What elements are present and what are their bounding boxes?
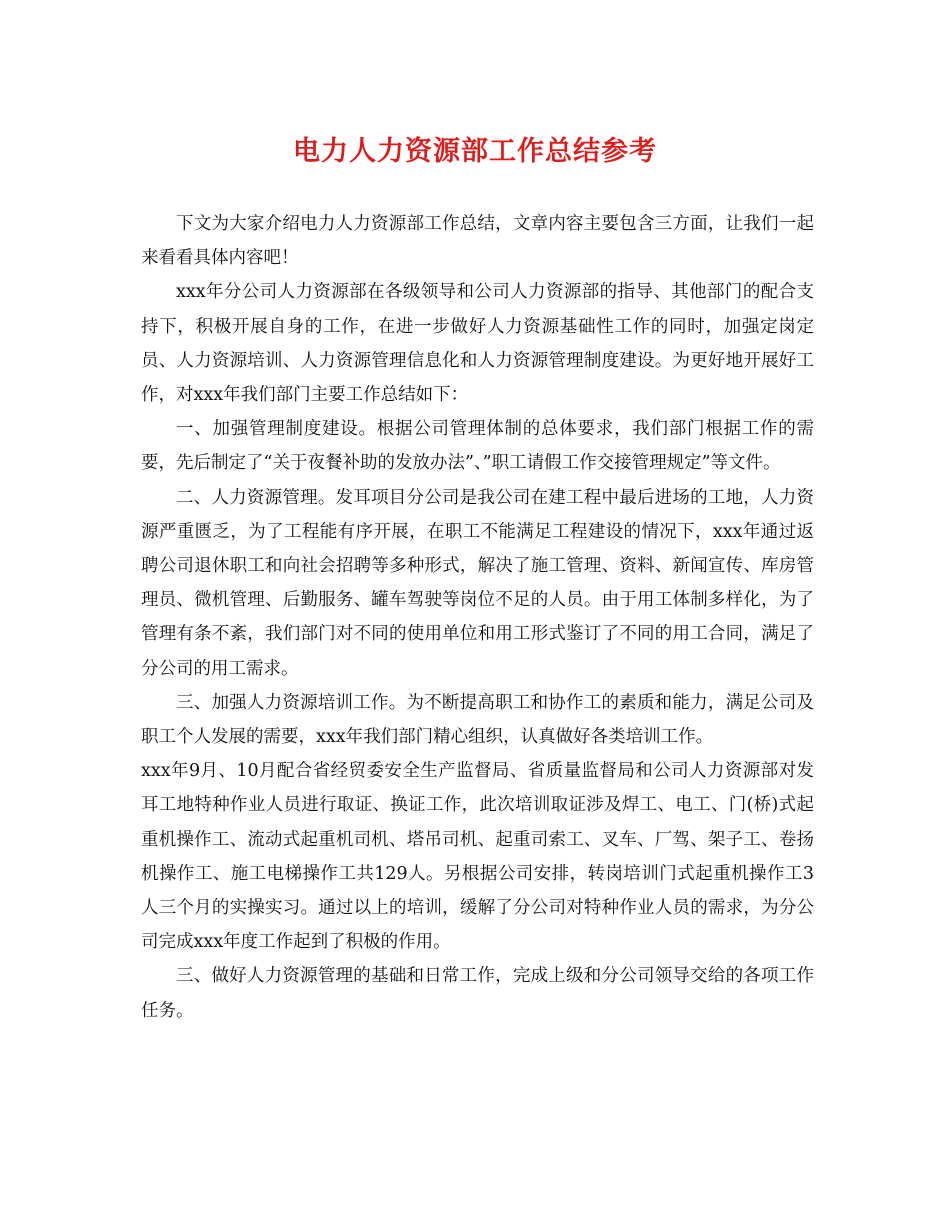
paragraph-overview: xxx年分公司人力资源部在各级领导和公司人力资源部的指导、其他部门的配合支持下，积极开展自身的工作，在进一步做好人力资源基础性工作的同时，加强定岗定员、人力资源培训、人力资源管理信息化和人力资源管理制度建设。为更好地开展好工作，对xxx年我们部门主要工作总结如下： [141,282,814,406]
paragraph-section-4: 三、做好人力资源管理的基础和日常工作，完成上级和分公司领导交给的各项工作任务。 [141,966,814,1021]
paragraph-section-3: 三、加强人力资源培训工作。为不断提高职工和协作工的素质和能力，满足公司及职工个人发展的需要，xxx年我们部门精心组织，认真做好各类培训工作。 [141,692,814,748]
document-title: 电力人力资源部工作总结参考 [293,136,657,167]
paragraph-section-1: 一、加强管理制度建设。根据公司管理体制的总体要求，我们部门根据工作的需要，先后制定了“关于夜餐补助的发放办法”、”职工请假工作交接管理规定”等文件。 [141,419,814,474]
paragraph-section-2: 二、人力资源管理。发耳项目分公司是我公司在建工程中最后进场的工地，人力资源严重匮乏，为了工程能有序开展，在职工不能满足工程建设的情况下，xxx年通过返聘公司退休职工和向社会招聘等多种形式，解决了施工管理、资料、新闻宣传、库房管理员、微机管理、后勤服务、罐车驾驶等岗位不足的人员。由于用工体制多样化，为了管理有条不紊，我们部门对不同的使用单位和用工形式鉴订了不同的用工合同，满足了分公司的用工需求。 [141,487,814,679]
paragraph-training-details: xxx年9月、10月配合省经贸委安全生产监督局、省质量监督局和公司人力资源部对发耳工地特种作业人员进行取证、换证工作，此次培训取证涉及焊工、电工、门(桥)式起重机操作工、流动式起重机司机、塔吊司机、起重司索工、叉车、厂驾、架子工、卷扬机操作工、施工电梯操作工共129人。另根据公司安排，转岗培训门式起重机操作工3人三个月的实操实习。通过以上的培训，缓解了分公司对特种作业人员的需求，为分公司完成xxx年度工作起到了积极的作用。 [141,761,814,953]
document-body [141,207,814,1028]
paragraph-intro: 下文为大家介绍电力人力资源部工作总结，文章内容主要包含三方面，让我们一起来看看具体内容吧！ [141,214,814,269]
